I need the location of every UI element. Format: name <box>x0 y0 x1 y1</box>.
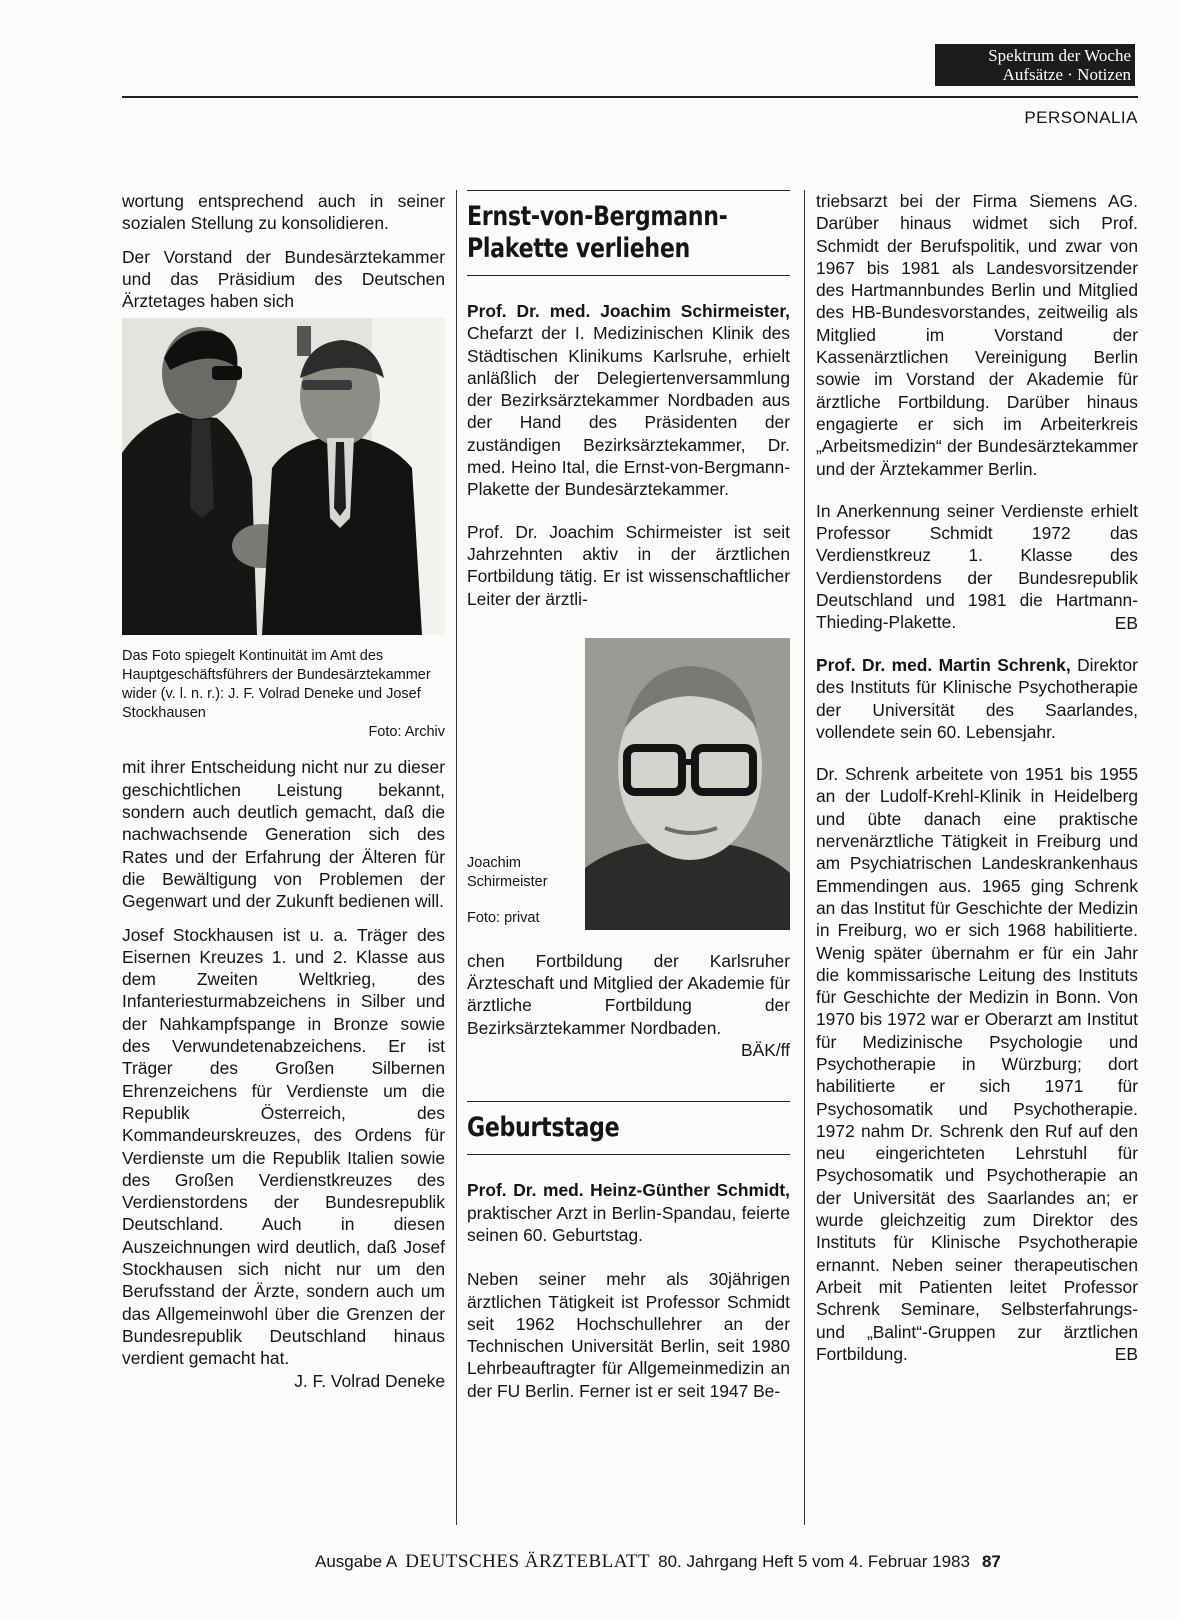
footer-journal: DEUTSCHES ÄRZTEBLATT <box>405 1551 651 1572</box>
heading-line-2: Plakette verliehen <box>467 233 690 264</box>
badge-line-1: Spektrum der Woche <box>988 46 1131 65</box>
person-name-schmidt: Prof. Dr. med. Heinz-Günther Schmidt, <box>467 1180 790 1201</box>
section-label: PERSONALIA <box>1024 108 1138 127</box>
portrait-man-icon <box>585 638 790 930</box>
column-3 <box>816 190 1138 1365</box>
photo-caption-text: Das Foto spiegelt Kontinuität im Amt des Hauptgeschäftsführers der Bundesärztekammer wider (v. l. n. r.): J. F. Volrad Deneke und Josef Stockhausen <box>122 648 431 722</box>
heading-rule-bottom <box>467 275 790 276</box>
col2-paragraph-4-text: praktischer Arzt in Berlin-Spandau, feierte seinen 60. Geburtstag. <box>467 1202 790 1245</box>
col1-paragraph-1: wortung entsprechend auch in seiner sozialen Stellung zu konsolidieren. <box>122 191 445 234</box>
col3-paragraph-3-text: Direktor des Instituts für Klinische Psychotherapie der Universität des Saarlandes, vollendete sein 60. Lebensjahr. <box>816 654 1138 742</box>
signature-baek: BÄK/ff <box>741 1040 790 1061</box>
signature-eb-2: EB <box>1114 1344 1138 1365</box>
photo-credit: Foto: Archiv <box>368 724 445 741</box>
col2-paragraph-4 <box>467 1179 790 1246</box>
col1-paragraph-3: mit ihrer Entscheidung nicht nur zu dieser geschichtlichen Leistung bekannt, sondern auch deutlich gemacht, daß die nachwachsende Generation sich des Rates und der Erfahrung der Älteren für die Bewältigung von Problemen der Gegenwart und der Zukunft bedienen will. <box>122 757 445 912</box>
photo-two-men-icon <box>122 318 445 635</box>
col2-paragraph-2: Prof. Dr. Joachim Schirmeister ist seit Jahrzehnten aktiv in der ärztlichen Fortbildung tätig. Er ist wissenschaftlicher Leiter der ärztli- <box>467 521 790 609</box>
col2-paragraph-1 <box>467 300 790 501</box>
heading-ernst-von-bergmann <box>467 201 790 265</box>
col3-paragraph-4: Dr. Schrenk arbeitete von 1951 bis 1955 an der Ludolf-Krehl-Klinik in Heidelberg und übte danach eine praktische nervenärztliche Tätigkeit in Freiburg und am Psychiatrischen Landeskrankenhaus Emmendingen aus. 1965 ging Schrenk an das Institut für Geschichte der Medizin in Freiburg, wo er sich 1968 habilitierte. Wenig später übernahm er für ein Jahr die kommissarische Leitung des Instituts für Geschichte der Medizin in Bonn. Von 1970 bis 1972 war er Oberarzt am Institut für Medizinische Psychologie und Psychotherapie in Würzburg; dort habilitierte er sich 1971 für Psychosomatik und Psychotherapie. 1972 nahm Dr. Schrenk den Ruf auf den neu eingerichteten Lehrstuhl für Psychosomatik und Psychotherapie an der Universität des Saarlandes an; er wurde gleichzeitig zum Direktor des Instituts für Klinische Psychotherapie ernannt. Neben seiner therapeutischen Arbeit mit Patienten leitet Professor Schrenk Seminare, Selbsterfahrungs- und „Balint“-Gruppen zur ärztlichen Fortbildung. <box>816 764 1138 1364</box>
page-footer <box>315 1551 1138 1573</box>
col3-paragraph-1: triebsarzt bei der Firma Siemens AG. Darüber hinaus widmet sich Prof. Schmidt der Berufspolitik, und zwar von 1967 bis 1981 als Landesvorsitzender des Hartmannbundes Berlin und Mitglied des HB-Bundesvorstandes, zeitweilig als Mitglied im Vorstand der Kassenärztlichen Vereinigung Berlin sowie im Vorstand der Akademie für ärztliche Fortbildung. Darüber hinaus engagierte er sich im Arbeiterkreis „Arbeitsmedizin“ der Bundesärztekammer und der Ärztekammer Berlin. <box>816 191 1138 479</box>
signature-eb-1: EB <box>1114 612 1138 633</box>
photo-caption <box>122 647 445 742</box>
author-signature: J. F. Volrad Deneke <box>294 1370 445 1391</box>
footer-issue: 80. Jahrgang Heft 5 vom 4. Februar 1983 <box>658 1552 970 1571</box>
col1-paragraph-2: Der Vorstand der Bundesärztekammer und das Präsidium des Deutschen Ärztetages haben sich <box>122 246 445 312</box>
portrait-schirmeister <box>585 638 790 930</box>
heading-geburtstage: Geburtstage <box>467 1112 620 1144</box>
badge-line-2: Aufsätze · Notizen <box>1002 65 1131 84</box>
person-name-schirmeister: Prof. Dr. med. Joachim Schirmeister, <box>467 301 790 321</box>
footer-edition: Ausgabe A <box>315 1552 398 1571</box>
section-badge <box>935 44 1135 86</box>
col2-paragraph-3: chen Fortbildung der Karlsruher Ärzteschaft und Mitglied der Akademie für ärztliche Fortbildung der Bezirksärztekammer Nordbaden. <box>467 950 790 1038</box>
col3-paragraph-2: In Anerkennung seiner Verdienste erhielt Professor Schmidt 1972 das Verdienstkreuz 1. Klasse des Verdienstordens der Bundesrepublik Deutschland und 1981 die Hartmann-Thieding-Plakette. <box>816 500 1138 633</box>
column-1 <box>122 190 445 1392</box>
col1-paragraph-4: Josef Stockhausen ist u. a. Träger des Eisernen Kreuzes 1. und 2. Klasse aus dem Zweiten Weltkrieg, des Infanteriesturmabzeichens in Silber und der Nahkampfspange in Bronze sowie des Verwundetenabzeichens. Er ist Träger des Großen Silbernen Ehrenzeichens für Verdienste um die Republik Österreich, des Kommandeurskreuzes, des Ordens für Verdienste um die Republik Italien sowie des Großen Verdienstkreuzes des Verdienstordens der Bundesrepublik Deutschland. Auch in diesen Auszeichnungen wird deutlich, daß Josef Stockhausen sich nicht nur um den Berufsstand der Ärzte, sondern auch um das Allgemeinwohl über die Grenzen der Bundesrepublik Deutschland hinaus verdient gemacht hat. <box>122 924 445 1369</box>
heading-rule-geburtstage-bottom <box>467 1154 790 1155</box>
col3-paragraph-3 <box>816 654 1138 743</box>
photo-deneke-stockhausen <box>122 318 445 635</box>
portrait-credit: Foto: privat <box>467 909 540 926</box>
heading-rule-geburtstage-top <box>467 1101 790 1102</box>
col2-paragraph-1-text: Chefarzt der I. Medizinischen Klinik des Städtischen Klinikums Karlsruhe, erhielt anläßlich der Delegiertenversammlung der Bezirksärztekammer Nordbaden aus der Hand des Präsidenten der zuständigen Bezirksärztekammer, Dr. med. Heino Ital, die Ernst-von-Bergmann-Plakette der Bundesärztekammer. <box>467 323 790 500</box>
page-number: 87 <box>981 1552 1001 1571</box>
portrait-caption-line-1: Joachim <box>467 854 521 871</box>
portrait-caption-line-2: Schirmeister <box>467 873 548 890</box>
col2-paragraph-5: Neben seiner mehr als 30jährigen ärztlichen Tätigkeit ist Professor Schmidt seit 1962 Hochschullehrer an der Technischen Universität Berlin, seit 1980 Lehrbeauftragter für Allgemeinmedizin an der FU Berlin. Ferner ist er seit 1947 Be- <box>467 1269 790 1401</box>
person-name-schrenk: Prof. Dr. med. Martin Schrenk, <box>816 654 1071 675</box>
top-rule <box>122 96 1138 98</box>
column-divider-1 <box>456 190 457 1525</box>
portrait-block <box>467 638 790 930</box>
column-divider-2 <box>804 190 805 1525</box>
heading-line-1: Ernst-von-Bergmann- <box>467 201 728 232</box>
portrait-caption <box>467 854 579 930</box>
heading-rule-top <box>467 190 790 191</box>
column-2 <box>467 190 790 1402</box>
